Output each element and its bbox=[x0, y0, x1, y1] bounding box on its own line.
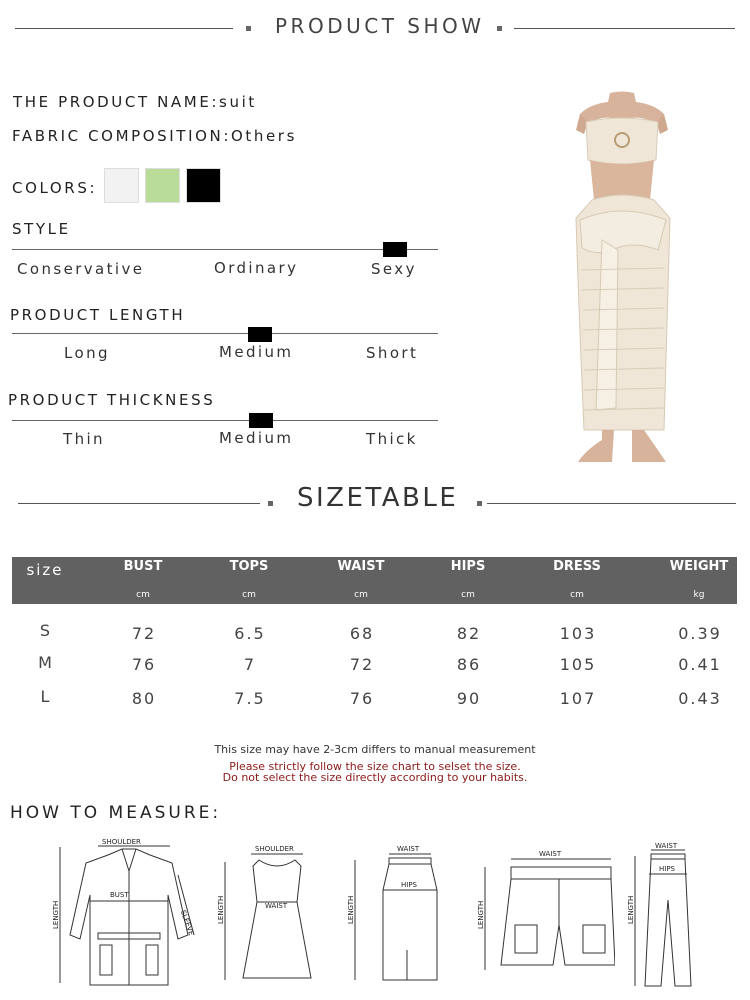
skirt-measure-diagram bbox=[345, 840, 445, 985]
thickness-option-thin: Thin bbox=[63, 430, 105, 448]
cell-weight: 0.41 bbox=[678, 655, 722, 674]
cell-hips: 90 bbox=[456, 689, 482, 708]
skirt-waist-label: WAIST bbox=[397, 845, 420, 853]
thickness-title: PRODUCT THICKNESS bbox=[8, 391, 216, 409]
mannequin-illustration bbox=[572, 90, 672, 465]
size-note-habits: Do not select the size directly according to your habits. bbox=[222, 771, 528, 784]
sizetable-rule-right bbox=[487, 503, 736, 504]
color-swatch-green[interactable] bbox=[145, 168, 180, 203]
header-rule-left bbox=[15, 28, 233, 29]
cell-size: M bbox=[38, 653, 52, 672]
shorts-length-label: LENGTH bbox=[477, 900, 485, 929]
thickness-option-thick: Thick bbox=[366, 430, 418, 448]
unit-weight: kg bbox=[693, 590, 705, 600]
col-header-waist: WAIST bbox=[337, 559, 385, 574]
sizetable-dot-right bbox=[477, 501, 482, 506]
cell-tops: 7.5 bbox=[234, 689, 266, 708]
col-header-bust: BUST bbox=[123, 559, 163, 574]
header-dot-right bbox=[497, 26, 502, 31]
size-note-measurement: This size may have 2-3cm differs to manual measurement bbox=[214, 743, 536, 756]
length-option-long: Long bbox=[64, 344, 110, 362]
pants-measure-diagram bbox=[625, 840, 700, 990]
shorts-measure-diagram bbox=[475, 845, 615, 975]
cell-hips: 86 bbox=[456, 655, 482, 674]
cell-waist: 72 bbox=[349, 655, 375, 674]
how-to-measure-title: HOW TO MEASURE: bbox=[10, 803, 222, 823]
col-header-dress: DRESS bbox=[553, 559, 601, 574]
pants-hips-label: HIPS bbox=[659, 865, 675, 873]
color-swatch-black[interactable] bbox=[186, 168, 221, 203]
product-show-title: PRODUCT SHOW bbox=[275, 14, 485, 38]
sizetable-dot-left bbox=[268, 501, 273, 506]
pants-length-label: LENGTH bbox=[627, 895, 635, 924]
col-header-hips: HIPS bbox=[450, 559, 486, 574]
length-scale-line bbox=[12, 333, 438, 334]
col-header-tops: TOPS bbox=[229, 559, 269, 574]
pants-waist-label: WAIST bbox=[655, 842, 678, 850]
cell-tops: 6.5 bbox=[234, 624, 266, 643]
dress-waist-label: WAIST bbox=[265, 902, 288, 910]
skirt-hips-label: HIPS bbox=[401, 881, 417, 889]
style-scale-line bbox=[12, 249, 438, 250]
cell-waist: 76 bbox=[349, 689, 375, 708]
unit-tops: cm bbox=[242, 590, 256, 600]
fabric-composition: FABRIC COMPOSITION:Others bbox=[12, 127, 297, 145]
product-photo bbox=[572, 90, 672, 465]
cell-bust: 80 bbox=[131, 689, 157, 708]
cell-size: S bbox=[39, 621, 51, 640]
cell-bust: 76 bbox=[131, 655, 157, 674]
header-rule-right bbox=[514, 28, 735, 29]
cell-size: L bbox=[40, 687, 50, 706]
sizetable-title: SIZETABLE bbox=[297, 483, 459, 513]
length-marker bbox=[248, 327, 272, 342]
style-option-ordinary: Ordinary bbox=[214, 259, 299, 277]
dress-measure-diagram bbox=[215, 840, 315, 985]
thickness-scale-line bbox=[12, 420, 438, 421]
cell-bust: 72 bbox=[131, 624, 157, 643]
unit-bust: cm bbox=[136, 590, 150, 600]
dress-shoulder-label: SHOULDER bbox=[255, 845, 294, 853]
jacket-sleeve-label: SLEEVE bbox=[178, 909, 196, 937]
unit-dress: cm bbox=[570, 590, 584, 600]
style-option-sexy: Sexy bbox=[371, 260, 417, 278]
product-name: THE PRODUCT NAME:suit bbox=[13, 93, 257, 111]
skirt-length-label: LENGTH bbox=[347, 895, 355, 924]
style-title: STYLE bbox=[12, 220, 71, 238]
cell-tops: 7 bbox=[243, 655, 257, 674]
colors-label: COLORS: bbox=[12, 179, 98, 197]
style-marker bbox=[383, 242, 407, 257]
thickness-marker bbox=[249, 413, 273, 428]
unit-waist: cm bbox=[354, 590, 368, 600]
jacket-measure-diagram bbox=[50, 835, 200, 990]
header-dot-left bbox=[246, 26, 251, 31]
cell-hips: 82 bbox=[456, 624, 482, 643]
sizetable-rule-left bbox=[18, 503, 260, 504]
shorts-waist-label: WAIST bbox=[539, 850, 562, 858]
cell-dress: 105 bbox=[559, 655, 597, 674]
col-header-weight: WEIGHT bbox=[669, 559, 729, 574]
length-title: PRODUCT LENGTH bbox=[10, 306, 186, 324]
cell-weight: 0.43 bbox=[678, 689, 722, 708]
jacket-length-label: LENGTH bbox=[52, 900, 60, 929]
jacket-shoulder-label: SHOULDER bbox=[102, 838, 141, 846]
cell-weight: 0.39 bbox=[678, 624, 722, 643]
length-option-medium: Medium bbox=[219, 343, 294, 361]
col-header-size: size bbox=[26, 561, 64, 579]
color-swatch-white[interactable] bbox=[104, 168, 139, 203]
style-option-conservative: Conservative bbox=[17, 260, 145, 278]
length-option-short: Short bbox=[366, 344, 419, 362]
unit-hips: cm bbox=[461, 590, 475, 600]
cell-dress: 107 bbox=[559, 689, 597, 708]
thickness-option-medium: Medium bbox=[219, 429, 294, 447]
cell-waist: 68 bbox=[349, 624, 375, 643]
dress-length-label: LENGTH bbox=[217, 895, 225, 924]
cell-dress: 103 bbox=[559, 624, 597, 643]
jacket-bust-label: BUST bbox=[110, 891, 129, 899]
size-note-follow-chart: Please strictly follow the size chart to selset the size. bbox=[229, 760, 521, 773]
